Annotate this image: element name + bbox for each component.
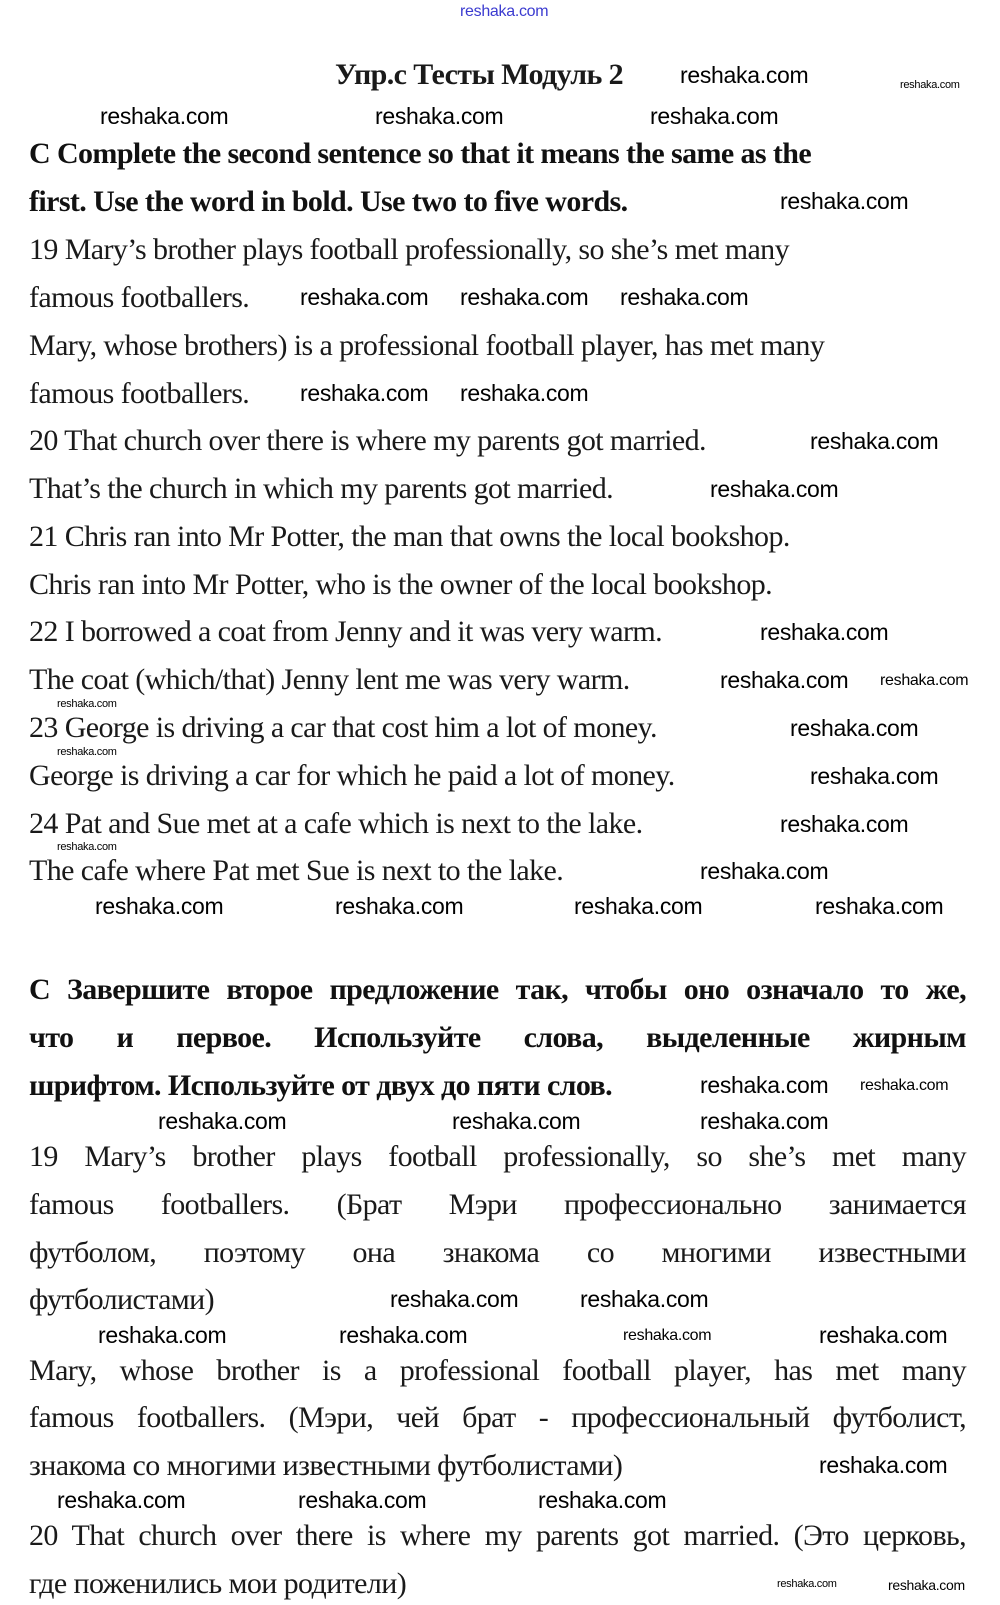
watermark: reshaka.com <box>57 746 117 758</box>
exercise-line: George is driving a car for which he paid a lot of money. <box>29 759 675 792</box>
exercise-line-ru: famous footballers. (Брат Мэри профессионально занимается <box>29 1188 966 1221</box>
exercise-line: 23 George is driving a car that cost him a lot of money. <box>29 711 657 744</box>
exercise-line-ru: футболистами) <box>29 1283 215 1316</box>
watermark: reshaka.com <box>819 1322 948 1348</box>
watermark: reshaka.com <box>810 763 939 789</box>
watermark: reshaka.com <box>819 1452 948 1478</box>
watermark: reshaka.com <box>580 1286 709 1312</box>
watermark: reshaka.com <box>390 1286 519 1312</box>
instruction-heading: C Complete the second sentence so that it means the same as the <box>29 137 812 170</box>
instruction-heading-ru: C Завершите второе предложение так, чтобы оно означало то же, <box>29 973 966 1006</box>
instruction-heading-ru: что и первое. Используйте слова, выделенные жирным <box>29 1021 966 1054</box>
exercise-line-ru: знакома со многими известными футболистами) <box>29 1449 623 1482</box>
exercise-line-ru: 20 That church over there is where my parents got married. (Это церковь, <box>29 1519 966 1552</box>
exercise-line-ru: Mary, whose brother is a professional football player, has met many <box>29 1354 966 1387</box>
watermark: reshaka.com <box>780 811 909 837</box>
watermark: reshaka.com <box>623 1327 712 1344</box>
page-title: Упр.с Тесты Модуль 2 <box>335 58 624 91</box>
exercise-line: The cafe where Pat met Sue is next to the lake. <box>29 854 564 887</box>
instruction-heading: first. Use the word in bold. Use two to five words. <box>29 185 628 218</box>
exercise-line: Mary, whose brothers) is a professional football player, has met many <box>29 329 825 362</box>
watermark: reshaka.com <box>98 1322 227 1348</box>
watermark: reshaka.com <box>375 103 504 129</box>
exercise-line: 24 Pat and Sue met at a cafe which is next to the lake. <box>29 807 643 840</box>
exercise-line: 22 I borrowed a coat from Jenny and it was very warm. <box>29 615 662 648</box>
exercise-line: famous footballers. <box>29 281 250 314</box>
watermark: reshaka.com <box>460 380 589 406</box>
exercise-line: famous footballers. <box>29 377 250 410</box>
watermark: reshaka.com <box>720 667 849 693</box>
watermark: reshaka.com <box>57 841 117 853</box>
watermark: reshaka.com <box>810 428 939 454</box>
watermark: reshaka.com <box>298 1487 427 1513</box>
exercise-line-ru: футболом, поэтому она знакома со многими известными <box>29 1236 966 1269</box>
exercise-line: 20 That church over there is where my parents got married. <box>29 424 706 457</box>
watermark: reshaka.com <box>860 1077 949 1094</box>
exercise-line: Chris ran into Mr Potter, who is the owner of the local bookshop. <box>29 568 773 601</box>
watermark: reshaka.com <box>158 1108 287 1134</box>
watermark: reshaka.com <box>780 188 909 214</box>
watermark: reshaka.com <box>620 284 749 310</box>
watermark: reshaka.com <box>700 1108 829 1134</box>
watermark: reshaka.com <box>777 1578 837 1590</box>
watermark: reshaka.com <box>95 893 224 919</box>
exercise-line: 19 Mary’s brother plays football professionally, so she’s met many <box>29 233 789 266</box>
watermark: reshaka.com <box>100 103 229 129</box>
watermark: reshaka.com <box>700 1072 829 1098</box>
exercise-line: 21 Chris ran into Mr Potter, the man that owns the local bookshop. <box>29 520 790 553</box>
watermark: reshaka.com <box>815 893 944 919</box>
watermark: reshaka.com <box>900 79 960 91</box>
exercise-line-ru: famous footballers. (Мэри, чей брат - профессиональный футболист, <box>29 1401 966 1434</box>
exercise-line: The coat (which/that) Jenny lent me was very warm. <box>29 663 630 696</box>
watermark: reshaka.com <box>339 1322 468 1348</box>
watermark: reshaka.com <box>790 715 919 741</box>
watermark: reshaka.com <box>880 672 969 689</box>
watermark: reshaka.com <box>335 893 464 919</box>
watermark: reshaka.com <box>57 698 117 710</box>
watermark: reshaka.com <box>460 3 549 20</box>
watermark: reshaka.com <box>57 1487 186 1513</box>
watermark: reshaka.com <box>710 476 839 502</box>
watermark: reshaka.com <box>538 1487 667 1513</box>
watermark: reshaka.com <box>700 858 829 884</box>
exercise-line-ru: 19 Mary’s brother plays football professionally, so she’s met many <box>29 1140 966 1173</box>
instruction-heading-ru: шрифтом. Используйте от двух до пяти слов. <box>29 1069 613 1102</box>
watermark: reshaka.com <box>760 619 889 645</box>
watermark: reshaka.com <box>650 103 779 129</box>
watermark: reshaka.com <box>452 1108 581 1134</box>
watermark: reshaka.com <box>680 62 809 88</box>
watermark: reshaka.com <box>888 1577 965 1593</box>
exercise-line: That’s the church in which my parents got married. <box>29 472 613 505</box>
watermark: reshaka.com <box>300 284 429 310</box>
watermark: reshaka.com <box>574 893 703 919</box>
watermark: reshaka.com <box>300 380 429 406</box>
watermark: reshaka.com <box>460 284 589 310</box>
exercise-line-ru: где поженились мои родители) <box>29 1567 407 1600</box>
